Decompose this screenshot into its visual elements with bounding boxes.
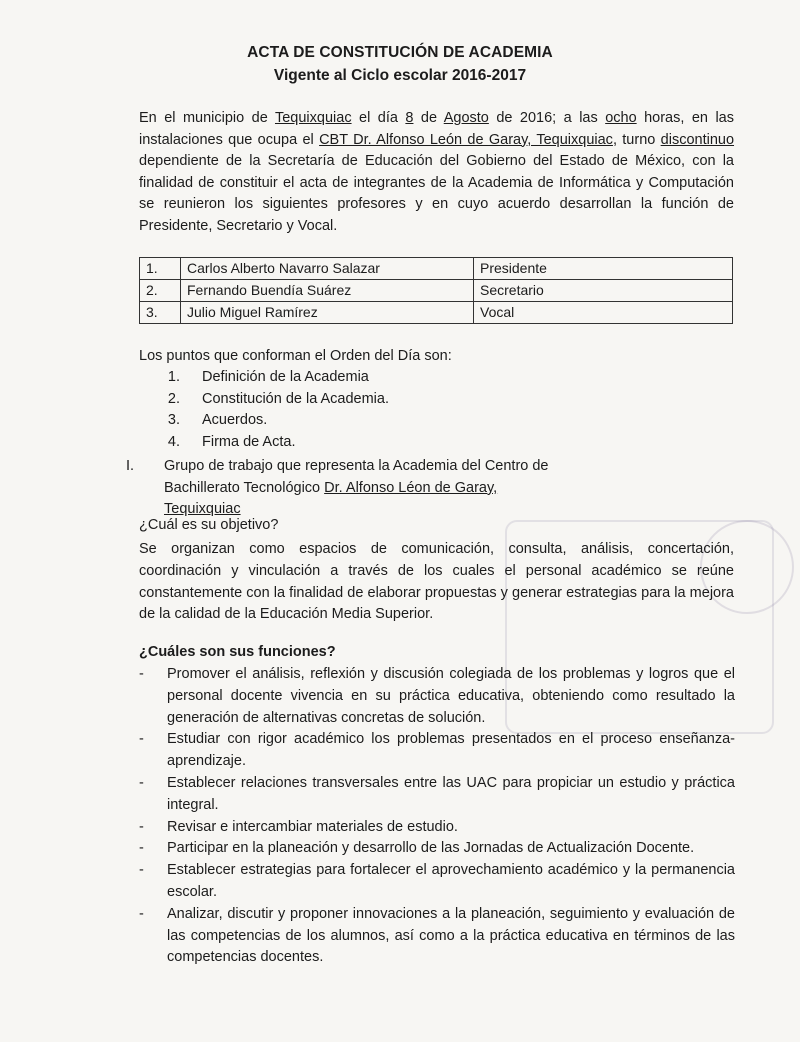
members-table: [139, 257, 733, 324]
funciones-list: [139, 664, 735, 969]
intro-text: dependiente de la Secretaría de Educación del Gobierno del Estado de México, con la finalidad de constituir el acta de integrantes de la Academia de Informática y Computación se reunieron los siguientes profesores y en cuyo acuerdo desarrollan la función de Presidente, Secretario y Vocal.: [139, 153, 734, 234]
intro-text: de: [413, 110, 444, 126]
objetivo-paragraph: Se organizan como espacios de comunicación, consulta, análisis, concertación, coordinación y vinculación a través de los cuales el personal académico se reúne constantemente con la finalidad de elaborar propuestas y generar estrategias para la mejora de la calidad de la Educación Media Superior.: [139, 541, 734, 623]
member-name: Julio Miguel Ramírez: [181, 302, 474, 324]
list-item-text: Analizar, discutir y proponer innovaciones a la planeación, seguimiento y evaluación de las competencias de los alumnos, así como a la práctica educativa en términos de las competencias docentes.: [167, 905, 735, 966]
member-number: 3.: [140, 302, 181, 324]
bullet-dash: -: [139, 731, 144, 748]
member-role: Secretario: [474, 280, 733, 302]
member-number: 2.: [140, 280, 181, 302]
orden-heading: Los puntos que conforman el Orden del Día son:: [139, 348, 452, 364]
intro-text: horas, en las instalaciones que ocupa el: [139, 110, 734, 148]
bullet-dash: -: [139, 666, 144, 682]
grupo-plantel: Dr. Alfonso Léon de Garay, Tequixquiac: [164, 479, 498, 518]
list-item: 4. Firma de Acta.: [184, 432, 584, 454]
table-row: [140, 280, 733, 302]
list-item: 3. Acuerdos.: [184, 410, 584, 432]
list-item: 1. Definición de la Academia: [184, 367, 584, 389]
intro-text: el día: [351, 110, 406, 126]
list-item: [139, 773, 735, 817]
list-item-text: Promover el análisis, reflexión y discusión colegiada de los problemas y logros que el personal docente vivencia en su práctica educativa, obteniendo como resultado la generación de alternativas concretas de solución.: [167, 666, 735, 726]
orden-list: [164, 367, 584, 454]
member-number: 1.: [140, 258, 181, 280]
list-item-text: Establecer estrategias para fortalecer el aprovechamiento académico y la permanencia escolar.: [167, 862, 735, 900]
intro-paragraph: [139, 108, 734, 238]
hora-value: ocho: [605, 110, 637, 126]
objetivo-heading: ¿Cuál es su objetivo?: [139, 517, 279, 533]
member-role: Vocal: [474, 302, 733, 324]
list-item: [139, 904, 735, 969]
document-title: ACTA DE CONSTITUCIÓN DE ACADEMIA: [247, 44, 553, 61]
plantel-value: CBT Dr. Alfonso León de Garay, Tequixquiac: [319, 131, 613, 148]
list-item: [139, 817, 735, 839]
mes-value: Agosto: [443, 110, 489, 126]
document-subtitle: Vigente al Ciclo escolar 2016-2017: [273, 67, 527, 84]
bullet-dash: -: [139, 862, 144, 879]
grupo-number: I.: [126, 458, 135, 474]
municipio-value: Tequixquiac: [274, 110, 352, 126]
table-row: [140, 258, 733, 280]
bullet-dash: -: [139, 774, 144, 791]
member-role: Presidente: [474, 258, 733, 280]
member-name: Fernando Buendía Suárez: [181, 280, 474, 302]
dia-value: 8: [405, 110, 414, 126]
bullet-dash: -: [139, 840, 144, 857]
grupo-text: [164, 456, 564, 521]
intro-text: En el municipio de: [139, 110, 275, 126]
grupo-text-part: Grupo de trabajo que representa la Academia del Centro de Bachillerato Tecnológico: [164, 458, 549, 496]
list-item: [139, 838, 735, 860]
list-item-text: Revisar e intercambiar materiales de estudio.: [167, 818, 458, 835]
table-row: [140, 302, 733, 324]
list-item-text: Estudiar con rigor académico los problemas presentados en el proceso enseñanza-aprendizaje.: [167, 731, 735, 770]
list-item: [139, 860, 735, 904]
list-item: [139, 664, 735, 729]
list-item-text: Participar en la planeación y desarrollo de las Jornadas de Actualización Docente.: [167, 840, 695, 857]
list-item: [139, 729, 735, 773]
funciones-heading: ¿Cuáles son sus funciones?: [139, 644, 336, 660]
bullet-dash: -: [139, 905, 144, 922]
bullet-dash: -: [139, 818, 144, 835]
turno-value: discontinuo: [660, 131, 735, 148]
intro-text: de 2016; a las: [488, 110, 606, 126]
intro-text: , turno: [612, 131, 661, 148]
list-item: 2. Constitución de la Academia.: [184, 389, 584, 411]
list-item-text: Establecer relaciones transversales entre las UAC para propiciar un estudio y práctica integral.: [167, 774, 735, 813]
member-name: Carlos Alberto Navarro Salazar: [181, 258, 474, 280]
